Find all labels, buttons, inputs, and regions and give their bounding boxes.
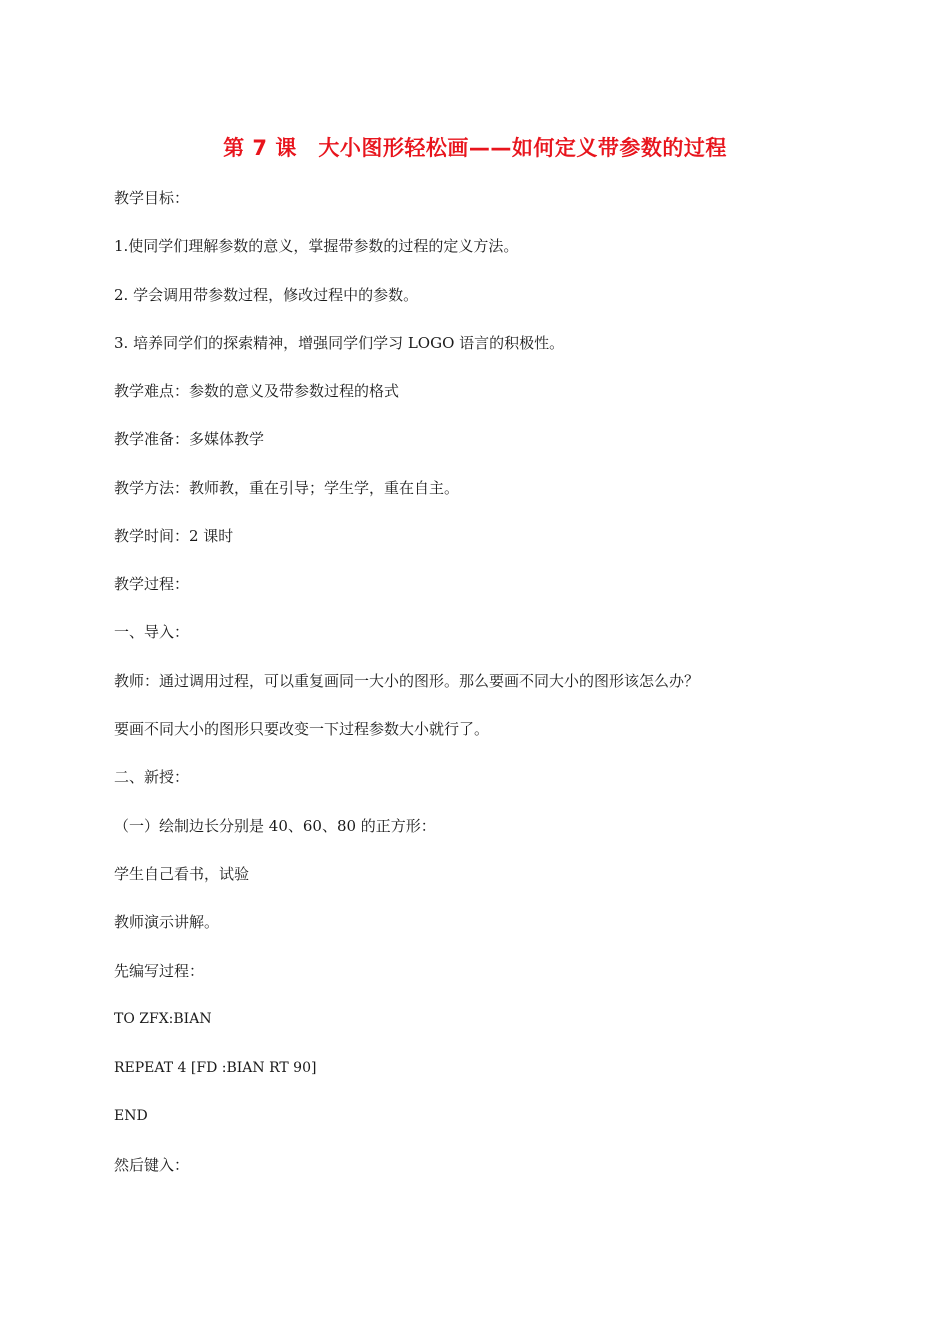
code-line-to: TO ZFX:BIAN — [114, 1011, 212, 1027]
duration: 教学时间：2 课时 — [114, 527, 234, 545]
code-line-repeat: REPEAT 4 [FD :BIAN RT 90] — [114, 1060, 317, 1076]
teacher-question: 教师：通过调用过程，可以重复画同一大小的图形。那么要画不同大小的图形该怎么办？ — [114, 672, 700, 690]
code-line-end: END — [114, 1108, 148, 1124]
objective-2: 2. 学会调用带参数过程，修改过程中的参数。 — [114, 286, 419, 304]
answer-text: 要画不同大小的图形只要改变一下过程参数大小就行了。 — [114, 720, 490, 738]
teacher-demo: 教师演示讲解。 — [114, 913, 220, 931]
then-type: 然后键入： — [114, 1156, 190, 1174]
section-intro: 一、导入： — [114, 623, 190, 641]
lesson-title: 第 7 课 大小图形轻松画——如何定义带参数的过程 — [223, 136, 727, 160]
objective-1: 1.使同学们理解参数的意义，掌握带参数的过程的定义方法。 — [114, 237, 519, 255]
objective-3: 3. 培养同学们的探索精神，增强同学们学习 LOGO 语言的积极性。 — [114, 334, 565, 352]
section-new: 二、新授： — [114, 768, 190, 786]
student-activity: 学生自己看书，试验 — [114, 865, 250, 883]
method: 教学方法：教师教，重在引导；学生学，重在自主。 — [114, 479, 460, 497]
heading-process: 教学过程： — [114, 575, 190, 593]
heading-objectives: 教学目标： — [114, 189, 190, 207]
write-procedure: 先编写过程： — [114, 962, 205, 980]
preparation: 教学准备：多媒体教学 — [114, 430, 265, 448]
difficulty: 教学难点：参数的意义及带参数过程的格式 — [114, 382, 400, 400]
subsection-squares: （一）绘制边长分别是 40、60、80 的正方形： — [114, 817, 436, 835]
